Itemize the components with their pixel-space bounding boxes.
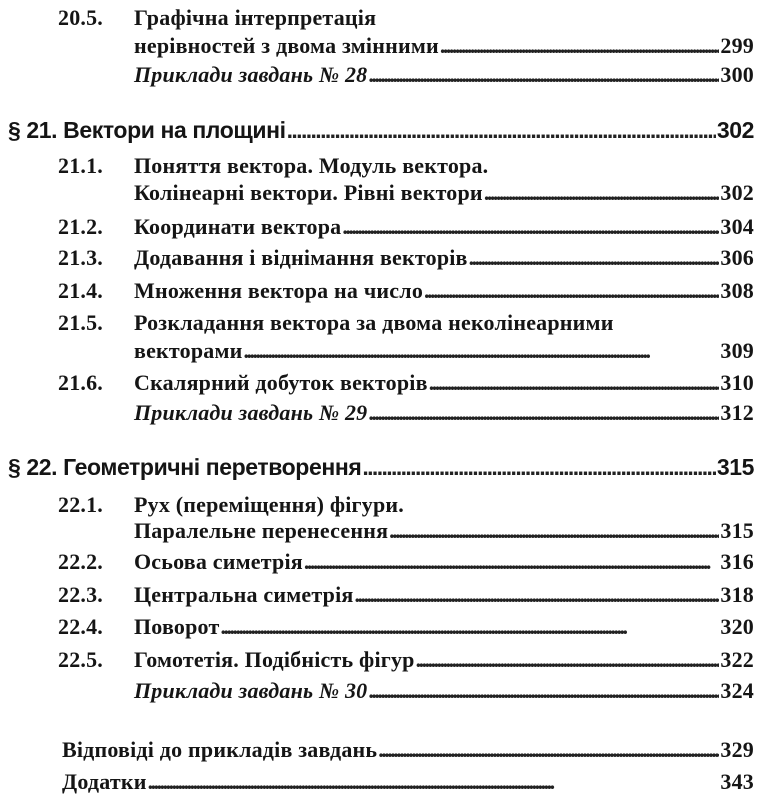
toc-entry-21-4[interactable] bbox=[0, 276, 764, 306]
dot-leader bbox=[429, 368, 720, 398]
examples-title: Приклади завдань № 28 bbox=[134, 62, 368, 87]
page-number: 322 bbox=[720, 647, 754, 672]
entry-number: 22.5. bbox=[58, 647, 103, 672]
dot-leader bbox=[304, 547, 720, 577]
dot-leader bbox=[469, 243, 720, 273]
page-number: 316 bbox=[720, 549, 754, 574]
page-number: 315 bbox=[720, 518, 754, 543]
dot-leader bbox=[440, 31, 720, 61]
toc-entry-22-5[interactable] bbox=[0, 645, 764, 675]
toc-entry-21-5-line-2[interactable] bbox=[0, 336, 764, 366]
dot-leader bbox=[287, 115, 716, 145]
page-number: 300 bbox=[720, 62, 754, 87]
dot-leader bbox=[342, 212, 719, 242]
toc-appendix[interactable] bbox=[0, 767, 764, 797]
examples-title: Приклади завдань № 30 bbox=[134, 678, 368, 703]
entry-number: 21.6. bbox=[58, 370, 103, 395]
dot-leader bbox=[368, 60, 719, 90]
entry-title: Скалярний добуток векторів bbox=[134, 370, 428, 395]
toc-entry-21-6[interactable] bbox=[0, 368, 764, 398]
entry-number: 22.1. bbox=[58, 492, 103, 517]
dot-leader bbox=[368, 676, 719, 706]
toc-entry-21-1-line-2[interactable] bbox=[0, 178, 764, 208]
dot-leader bbox=[378, 735, 719, 765]
entry-number: 22.2. bbox=[58, 549, 103, 574]
page-number: 304 bbox=[720, 214, 754, 239]
toc-entry-22-2[interactable] bbox=[0, 547, 764, 577]
toc-entry-20-5-line-1 bbox=[0, 3, 764, 33]
entry-title: Поворот bbox=[134, 614, 220, 639]
entry-title-line-1: Поняття вектора. Модуль вектора. bbox=[134, 153, 489, 178]
entry-number: 21.3. bbox=[58, 245, 103, 270]
entry-title-line-2: Колінеарні вектори. Рівні вектори bbox=[134, 180, 483, 205]
toc-answers[interactable] bbox=[0, 735, 764, 765]
entry-number: 21.1. bbox=[58, 153, 103, 178]
toc-examples-30[interactable] bbox=[0, 676, 764, 706]
answers-title: Відповіді до прикладів завдань bbox=[62, 737, 378, 762]
entry-title: Центральна симетрія bbox=[134, 582, 354, 607]
page-number: 324 bbox=[720, 678, 754, 703]
toc-entry-21-3[interactable] bbox=[0, 243, 764, 273]
entry-number: 20.5. bbox=[58, 5, 103, 30]
appendix-title: Додатки bbox=[62, 769, 147, 794]
toc-entry-21-2[interactable] bbox=[0, 212, 764, 242]
page-number: 320 bbox=[720, 614, 754, 639]
examples-title: Приклади завдань № 29 bbox=[134, 400, 368, 425]
toc-section-22[interactable] bbox=[0, 452, 764, 482]
page-number: 308 bbox=[720, 278, 754, 303]
entry-number: 22.3. bbox=[58, 582, 103, 607]
dot-leader bbox=[362, 452, 715, 482]
entry-title: Гомотетія. Подібність фігур bbox=[134, 647, 415, 672]
entry-title-line-1: Розкладання вектора за двома неколінеарними bbox=[134, 310, 614, 335]
page-number: 312 bbox=[720, 400, 754, 425]
dot-leader bbox=[368, 398, 719, 428]
toc-examples-28[interactable] bbox=[0, 60, 764, 90]
toc-examples-29[interactable] bbox=[0, 398, 764, 428]
entry-title: Множення вектора на число bbox=[134, 278, 424, 303]
entry-title-line-2: нерівностей з двома змінними bbox=[134, 33, 439, 58]
dot-leader bbox=[424, 276, 719, 306]
page-number: 329 bbox=[720, 737, 754, 762]
dot-leader bbox=[220, 612, 719, 642]
section-title: § 22. Геометричні перетворення bbox=[8, 454, 362, 480]
toc-section-21[interactable] bbox=[0, 115, 764, 145]
entry-title: Координати вектора bbox=[134, 214, 342, 239]
page-number: 302 bbox=[716, 117, 754, 143]
entry-title: Осьова симетрія bbox=[134, 549, 303, 574]
dot-leader bbox=[244, 336, 720, 366]
dot-leader bbox=[355, 580, 720, 610]
page-number: 318 bbox=[720, 582, 754, 607]
entry-title-line-1: Графічна інтерпретація bbox=[134, 5, 377, 30]
entry-title-line-1: Рух (переміщення) фігури. bbox=[134, 492, 404, 517]
entry-number: 21.2. bbox=[58, 214, 103, 239]
dot-leader bbox=[148, 767, 720, 797]
toc-entry-21-5-line-1 bbox=[0, 308, 764, 338]
toc-entry-21-1-line-1 bbox=[0, 151, 764, 181]
entry-number: 21.5. bbox=[58, 310, 103, 335]
entry-title: Додавання і віднімання векторів bbox=[134, 245, 468, 270]
page-number: 306 bbox=[720, 245, 754, 270]
page-number: 299 bbox=[720, 33, 754, 58]
dot-leader bbox=[484, 178, 720, 208]
entry-number: 21.4. bbox=[58, 278, 103, 303]
toc-entry-22-3[interactable] bbox=[0, 580, 764, 610]
page-number: 302 bbox=[720, 180, 754, 205]
entry-title-line-2: Паралельне перенесення bbox=[134, 518, 389, 543]
dot-leader bbox=[389, 516, 719, 546]
page-number: 309 bbox=[720, 338, 754, 363]
section-title: § 21. Вектори на площині bbox=[8, 117, 286, 143]
toc-entry-22-4[interactable] bbox=[0, 612, 764, 642]
page-number: 343 bbox=[720, 769, 754, 794]
entry-title-line-2: векторами bbox=[134, 338, 243, 363]
toc-entry-20-5-line-2[interactable] bbox=[0, 31, 764, 61]
dot-leader bbox=[416, 645, 720, 675]
page-number: 310 bbox=[720, 370, 754, 395]
page-number: 315 bbox=[716, 454, 754, 480]
toc-entry-22-1-line-2[interactable] bbox=[0, 516, 764, 546]
entry-number: 22.4. bbox=[58, 614, 103, 639]
